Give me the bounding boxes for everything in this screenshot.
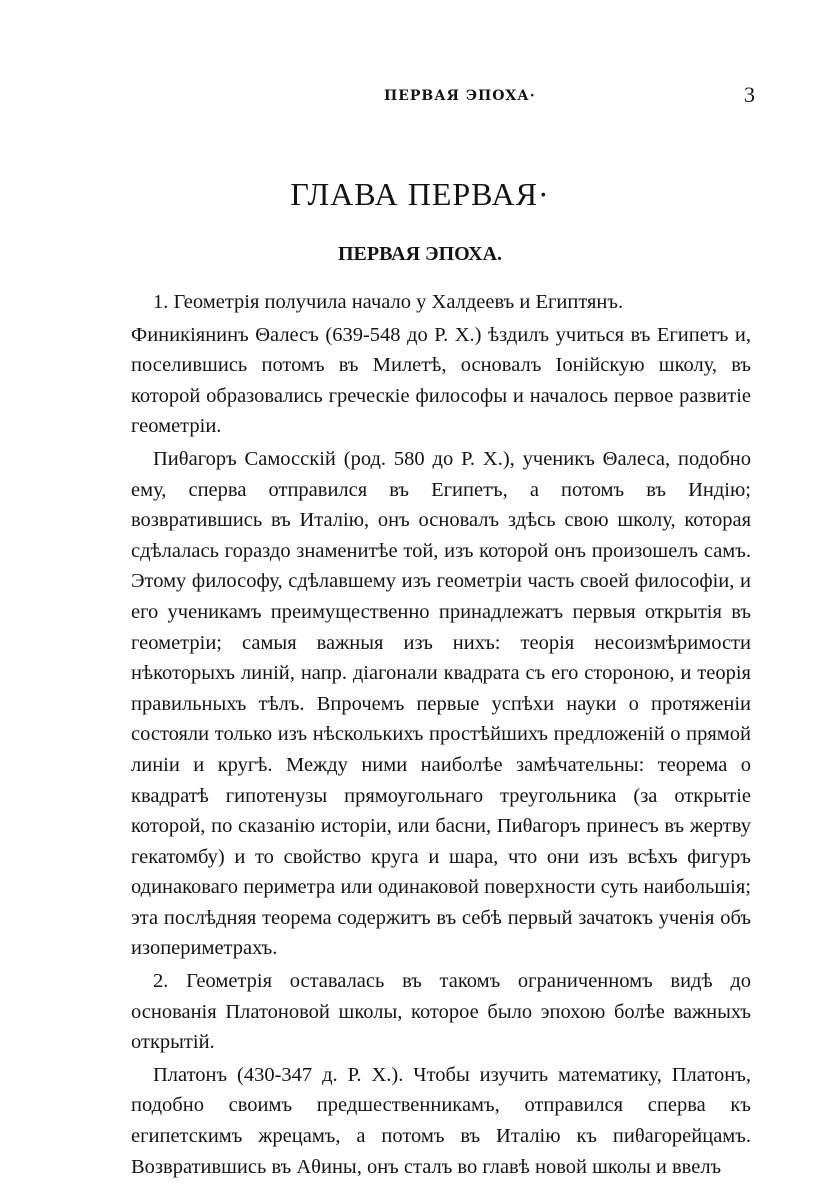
paragraph-4 xyxy=(131,966,751,1058)
running-title: ПЕРВАЯ ЭПОХА· xyxy=(384,88,536,104)
paragraph-3 xyxy=(131,444,751,964)
paragraph-2 xyxy=(131,320,751,442)
paragraph-1 xyxy=(131,287,751,318)
chapter-title: ГЛАВА ПЕРВАЯ· xyxy=(290,176,550,212)
page-number: 3 xyxy=(744,82,755,107)
paragraph-text: 1. Геометрія получила начало у Халдеевъ и Египтянъ. xyxy=(153,291,624,313)
paragraph-text: Финикіянинъ Θалесъ (639-548 до Р. Х.) ѣздилъ учиться въ Египетъ и, поселившись потомъ въ Милетѣ, основалъ Іонійскую школу, въ которой образовались греческіе философы и началось первое развитіе геометріи. xyxy=(131,323,751,438)
paragraph-text: Пиθагоръ Самосскій (род. 580 до Р. Х.), ученикъ Θалеса, подобно ему, сперва отправился въ Египетъ, а потомъ въ Индію; возвратившись въ Италію, онъ основалъ здѣсь свою школу, которая сдѣлалась гораздо знаменитѣе той, изъ которой онъ произошелъ самъ. Этому философу, сдѣлавшему изъ геометріи часть своей философіи, и его ученикамъ преимущественно принадлежатъ первыя открытія въ геометріи; самыя важныя изъ нихъ: теорія несоизмѣримости нѣкоторыхъ линій, напр. діагонали квадрата съ его стороною, и теорія правильныхъ тѣлъ. Впрочемъ первые успѣхи науки о протяженіи состояли только изъ нѣсколькихъ простѣйшихъ предложеній о прямой линіи и кругѣ. Между ними наиболѣе замѣчательны: теорема о квадратѣ гипотенузы прямоугольнаго треугольника (за открытіе которой, по сказанію исторіи, или басни, Пиθагоръ принесъ въ жертву гекатомбу) и то свойство круга и шара, что они изъ всѣхъ фигуръ одинаковаго периметра или одинаковой поверхности суть наибольшія; эта послѣдняя теорема содержитъ въ себѣ первый зачатокъ ученія объ изопериметрахъ. xyxy=(131,447,751,960)
paragraph-5 xyxy=(131,1060,751,1182)
body-text xyxy=(131,287,751,1184)
paragraph-text: Платонъ (430-347 д. Р. Х.). Чтобы изучить математику, Платонъ, подобно своимъ предшественникамъ, отправился сперва къ египетскимъ жрецамъ, а потомъ въ Италію къ пиθагорейцамъ. Возвратившись въ Аθины, онъ сталъ во главѣ новой школы и ввелъ xyxy=(131,1063,751,1178)
paragraph-text: 2. Геометрія оставалась въ такомъ ограниченномъ видѣ до основанія Платоновой школы, которое было эпохою болѣе важныхъ открытій. xyxy=(131,970,751,1054)
section-title: ПЕРВАЯ ЭПОХА. xyxy=(337,243,503,265)
